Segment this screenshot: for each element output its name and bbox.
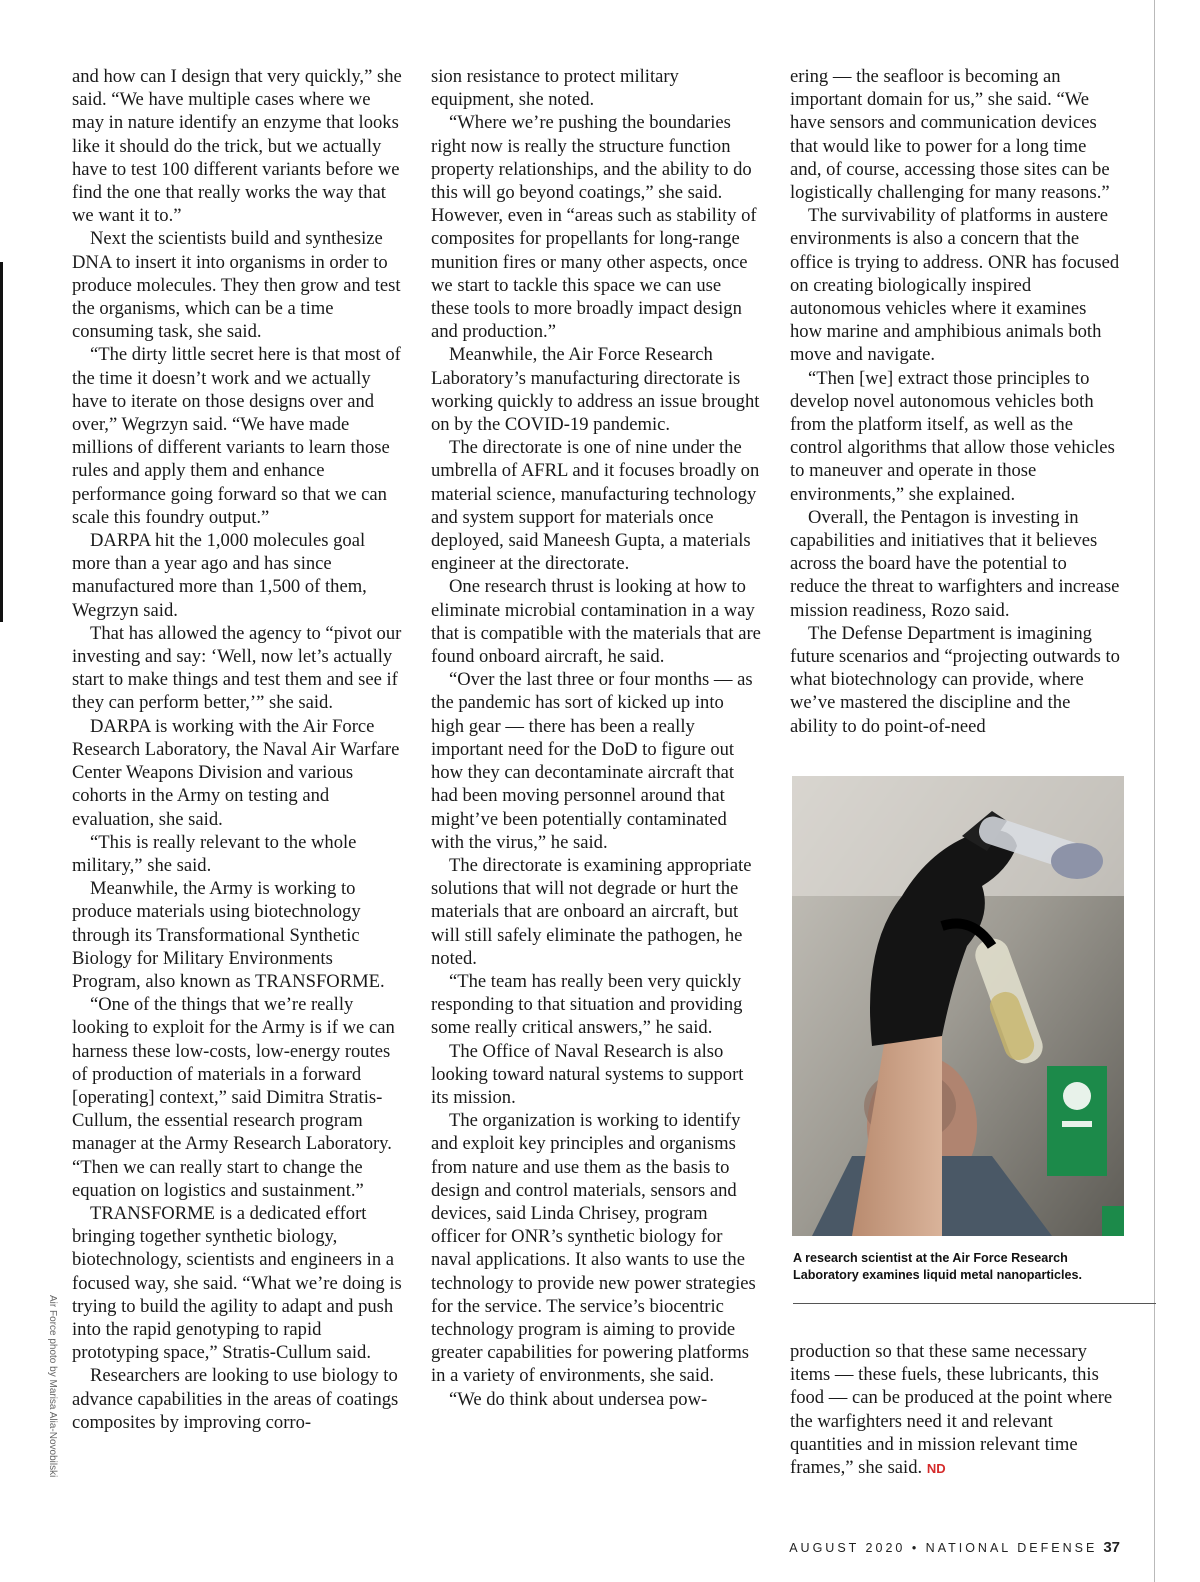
paragraph: Overall, the Pentagon is investing in capabilities and initiatives that it believes across the board have the potential to reduce the threat to warfighters and increase mission readiness, Rozo said. <box>790 506 1120 621</box>
paragraph: The Office of Naval Research is also looking toward natural systems to support its mission. <box>431 1040 744 1108</box>
paragraph: The directorate is one of nine under the umbrella of AFRL and it focuses broadly on material science, manufacturing technology and system support for materials once deployed, said Maneesh Gupta, a materials engineer at the directorate. <box>431 437 760 575</box>
text-column-1 <box>72 65 402 1434</box>
paragraph: “We do think about undersea pow- <box>449 1388 708 1410</box>
text-column-3 <box>790 65 1120 738</box>
paragraph: That has allowed the agency to “pivot our investing and say: ‘Well, now let’s actually start to make things and test them and see if they can perform better,’” she said. <box>72 622 402 714</box>
page-footer <box>780 1539 1120 1556</box>
paragraph: “Then [we] extract those principles to develop novel autonomous vehicles both from the platform itself, as well as the control algorithms that allow those vehicles to maneuver and operate in those environments,” she explained. <box>790 367 1115 505</box>
paragraph: The directorate is examining appropriate solutions that will not degrade or hurt the materials that are onboard an aircraft, but will still safely eliminate the pathogen, he noted. <box>431 854 752 969</box>
paragraph: The Defense Department is imagining future scenarios and “projecting outwards to what biotechnology can provide, where we’ve mastered the discipline and the ability to do point-of-need <box>790 622 1120 737</box>
binding-mark <box>0 262 3 622</box>
page-number: 37 <box>1103 1539 1120 1556</box>
paragraph: DARPA hit the 1,000 molecules goal more than a year ago and has since manufactured more than 1,500 of them, Wegrzyn said. <box>72 530 367 621</box>
paragraph: Meanwhile, the Army is working to produce materials using biotechnology through its Transformational Synthetic Biology for Military Environments Program, also known as TRANSFORME. <box>72 878 385 992</box>
paragraph: The survivability of platforms in austere environments is also a concern that the office is trying to address. ONR has focused on creating biologically inspired autonomous vehicles where it examines how marine and amphibious animals both move and navigate. <box>790 205 1120 366</box>
paragraph: “One of the things that we’re really looking to exploit for the Army is if we can harness these low-costs, low-energy routes of production of materials in a forward [operating] context,” said Dimitra Stratis-Cullum, the essential research program manager at the Army Research Laboratory. “Then we can really start to change the equation on logistics and sustainment.” <box>72 994 395 1201</box>
page-edge-rule <box>1154 0 1155 1582</box>
text-column-3-continued <box>790 1340 1120 1480</box>
closing-paragraph: production so that these same necessary items — these fuels, these lubricants, this food — can be produced at the point where the warfighters need it and relevant quantities and in mission relevant time frames,” she said. <box>790 1341 1113 1479</box>
photo-caption: A research scientist at the Air Force Research Laboratory examines liquid metal nanoparticles. <box>793 1251 1083 1282</box>
paragraph: DARPA is working with the Air Force Research Laboratory, the Naval Air Warfare Center Weapons Division and various cohorts in the Army on testing and evaluation, she said. <box>72 715 400 830</box>
caption-divider <box>793 1303 1156 1304</box>
photo-credit <box>46 1295 60 1505</box>
photo-credit-text: Air Force photo by Marisa Alia-Novobilski <box>47 1295 58 1478</box>
text-column-2 <box>431 65 761 1411</box>
paragraph: sion resistance to protect military equipment, she noted. <box>431 66 679 111</box>
end-mark: ND <box>926 1461 946 1477</box>
photo-illustration <box>792 776 1124 1236</box>
paragraph: The organization is working to identify and exploit key principles and organisms from nature and use them as the basis to design and control materials, sensors and devices, said Linda Chrisey, program officer for ONR’s synthetic biology for naval applications. It also wants to use the technology to provide new power strategies for the service. The service’s biocentric technology program is aiming to provide greater capabilities for powering platforms in a variety of environments, she said. <box>431 1110 756 1387</box>
paragraph: ering — the seafloor is becoming an important domain for us,” she said. “We have sensors and communication devices that would like to power for a long time and, of course, accessing those sites can be logistically challenging for many reasons.” <box>790 66 1110 204</box>
paragraph: and how can I design that very quickly,” she said. “We have multiple cases where we may in nature identify an enzyme that looks like it should do the trick, but we actually have to test 100 different variants before we find the one that really works the way that we want it to.” <box>72 66 402 227</box>
paragraph: One research thrust is looking at how to eliminate microbial contamination in a way that is compatible with the materials that are found onboard aircraft, he said. <box>431 576 761 668</box>
paragraph: “Where we’re pushing the boundaries right now is really the structure function property relationships, and the ability to do this will go beyond coatings,” she said. However, even in “areas such as stability of composites for propellants for long-range munition fires or many other aspects, once we start to tackle this space we can use these tools to more broadly impact design and production.” <box>431 112 757 343</box>
paragraph: Researchers are looking to use biology to advance capabilities in the areas of coatings composites by improving corro- <box>72 1365 399 1433</box>
paragraph: TRANSFORME is a dedicated effort bringing together synthetic biology, biotechnology, scientists and engineers in a focused way, she said. “What we’re doing is trying to build the agility to adapt and push into the rapid genotyping to rapid prototyping space,” Stratis-Cullum said. <box>72 1202 402 1364</box>
paragraph: Meanwhile, the Air Force Research Laboratory’s manufacturing directorate is working quickly to address an issue brought on by the COVID-19 pandemic. <box>431 344 760 436</box>
paragraph: Next the scientists build and synthesize DNA to insert it into organisms in order to produce molecules. They then grow and test the organisms, which can be a time consuming task, she said. <box>72 228 401 343</box>
paragraph: “The team has really been very quickly responding to that situation and providing some really critical answers,” he said. <box>431 970 743 1039</box>
scientist-photo <box>792 776 1124 1236</box>
paragraph: “The dirty little secret here is that most of the time it doesn’t work and we actually have to iterate on those designs over and over,” Wegrzyn said. “We have made millions of different variants to learn those rules and apply them and enhance performance going forward so that we can scale this foundry output.” <box>72 344 401 528</box>
paragraph: “Over the last three or four months — as the pandemic has sort of kicked up into high gear — there has been a really important need for the DoD to figure out how they can decontaminate aircraft that had been moving personnel around that might’ve been potentially contaminated with the virus,” he said. <box>431 669 753 853</box>
footer-issue: AUGUST 2020 • NATIONAL DEFENSE <box>789 1541 1098 1555</box>
paragraph: “This is really relevant to the whole military,” she said. <box>72 831 357 876</box>
